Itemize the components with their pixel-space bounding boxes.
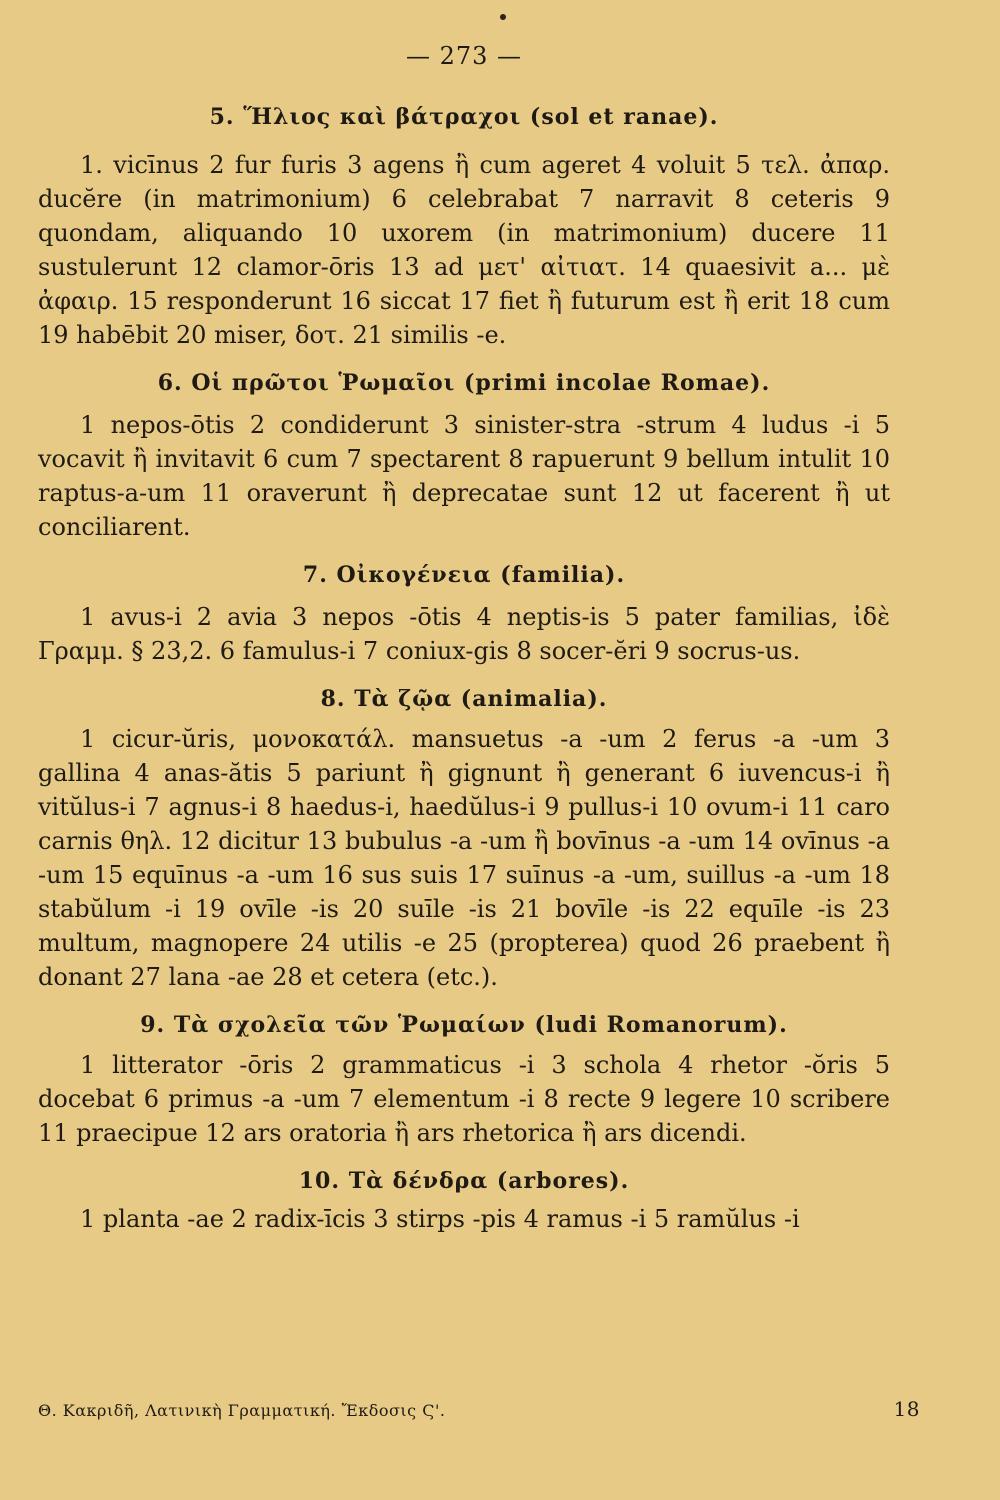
section-title (38, 686, 890, 712)
vocabulary-text: 1 avus-i 2 avia 3 nepos -ōtis 4 neptis-is 5 pater familias, ἰδὲ Γραμμ. § 23,2. 6 famulus-i 7 coniux-gis 8 socer-ĕri 9 socrus-us. (38, 603, 890, 665)
page-number: — 273 — (405, 42, 523, 70)
section-latin-title: (familia). (500, 562, 626, 588)
section-number: 7. (302, 562, 328, 588)
section-number: 9. (140, 1012, 166, 1038)
section-number: 5. (209, 104, 235, 130)
section-title (38, 104, 890, 130)
signature-mark: 18 (893, 1397, 920, 1421)
section-10 (38, 1168, 890, 1236)
section-number: 6. (157, 370, 183, 396)
section-6 (38, 370, 890, 544)
book-credit: Θ. Κακριδῆ, Λατινικὴ Γραμματική. Ἔκδοσις Ϛ'. (38, 1401, 446, 1420)
section-number: 8. (320, 686, 346, 712)
vocabulary-text: 1 planta -ae 2 radix-īcis 3 stirps -pis 4 ramus -i 5 ramŭlus -i (80, 1205, 800, 1233)
section-9 (38, 1012, 890, 1150)
vocabulary-text: 1. vicīnus 2 fur furis 3 agens ἢ cum ageret 4 voluit 5 τελ. ἀπαρ. ducĕre (in matrimonium) 6 celebrabat 7 narravit 8 ceteris 9 quondam, aliquando 10 uxorem (in matrimonium) ducere 11 sustulerunt 12 clamor-ōris 13 ad μετ' αἰτιατ. 14 quaesivit a... μὲ ἀφαιρ. 15 responderunt 16 siccat 17 fiet ἢ futurum est ἢ erit 18 cum 19 habēbit 20 miser, δοτ. 21 similis -e. (38, 151, 890, 349)
section-greek-title: Ἥλιος καὶ βάτραχοι (243, 104, 522, 130)
section-5 (38, 104, 890, 352)
section-greek-title: Οἱ πρῶτοι Ῥωμαῖοι (191, 370, 456, 396)
ink-dot (500, 14, 506, 20)
section-title (38, 370, 890, 396)
section-title (38, 1168, 890, 1194)
section-latin-title: (primi incolae Romae). (463, 370, 771, 396)
section-latin-title: (arbores). (496, 1168, 630, 1194)
section-greek-title: Τὰ ζῷα (354, 686, 453, 712)
section-latin-title: (sol et ranae). (529, 104, 719, 130)
section-title (38, 562, 890, 588)
section-greek-title: Τὰ δένδρα (348, 1168, 489, 1194)
vocabulary-text: 1 cicur-ŭris, μονοκατάλ. mansuetus -a -um 2 ferus -a -um 3 gallina 4 anas-ătis 5 pariunt ἢ gignunt ἢ generant 6 iuvencus-i ἢ vitŭlus-i 7 agnus-i 8 haedus-i, haedŭlus-i 9 pullus-i 10 ovum-i 11 caro carnis θηλ. 12 dicitur 13 bubulus -a -um ἢ bovīnus -a -um 14 ovīnus -a -um 15 equīnus -a -um 16 sus suis 17 suīnus -a -um, suillus -a -um 18 stabŭlum -i 19 ovīle -is 20 suīle -is 21 bovīle -is 22 equīle -is 23 multum, magnopere 24 utilis -e 25 (propterea) quod 26 praebent ἢ donant 27 lana -ae 28 et cetera (etc.). (38, 725, 890, 991)
section-number: 10. (298, 1168, 341, 1194)
vocabulary-text: 1 litterator -ōris 2 grammaticus -i 3 schola 4 rhetor -ŏris 5 docebat 6 primus -a -um 7 elementum -i 8 recte 9 legere 10 scribere 11 praecipue 12 ars oratoria ἢ ars rhetorica ἢ ars dicendi. (38, 1051, 890, 1147)
section-7 (38, 562, 890, 668)
footer (38, 1397, 920, 1421)
section-greek-title: Τὰ σχολεῖα τῶν Ῥωμαίων (173, 1012, 526, 1038)
section-latin-title: (animalia). (460, 686, 608, 712)
vocabulary-text: 1 nepos-ōtis 2 condiderunt 3 sinister-stra -strum 4 ludus -i 5 vocavit ἢ invitavit 6 cum 7 spectarent 8 rapuerunt 9 bellum intulit 10 raptus-a-um 11 oraverunt ἢ deprecatae sunt 12 ut facerent ἢ ut conciliarent. (38, 411, 890, 541)
section-title (38, 1012, 890, 1038)
section-8 (38, 686, 890, 994)
section-greek-title: Οἰκογένεια (336, 562, 492, 588)
section-latin-title: (ludi Romanorum). (534, 1012, 788, 1038)
